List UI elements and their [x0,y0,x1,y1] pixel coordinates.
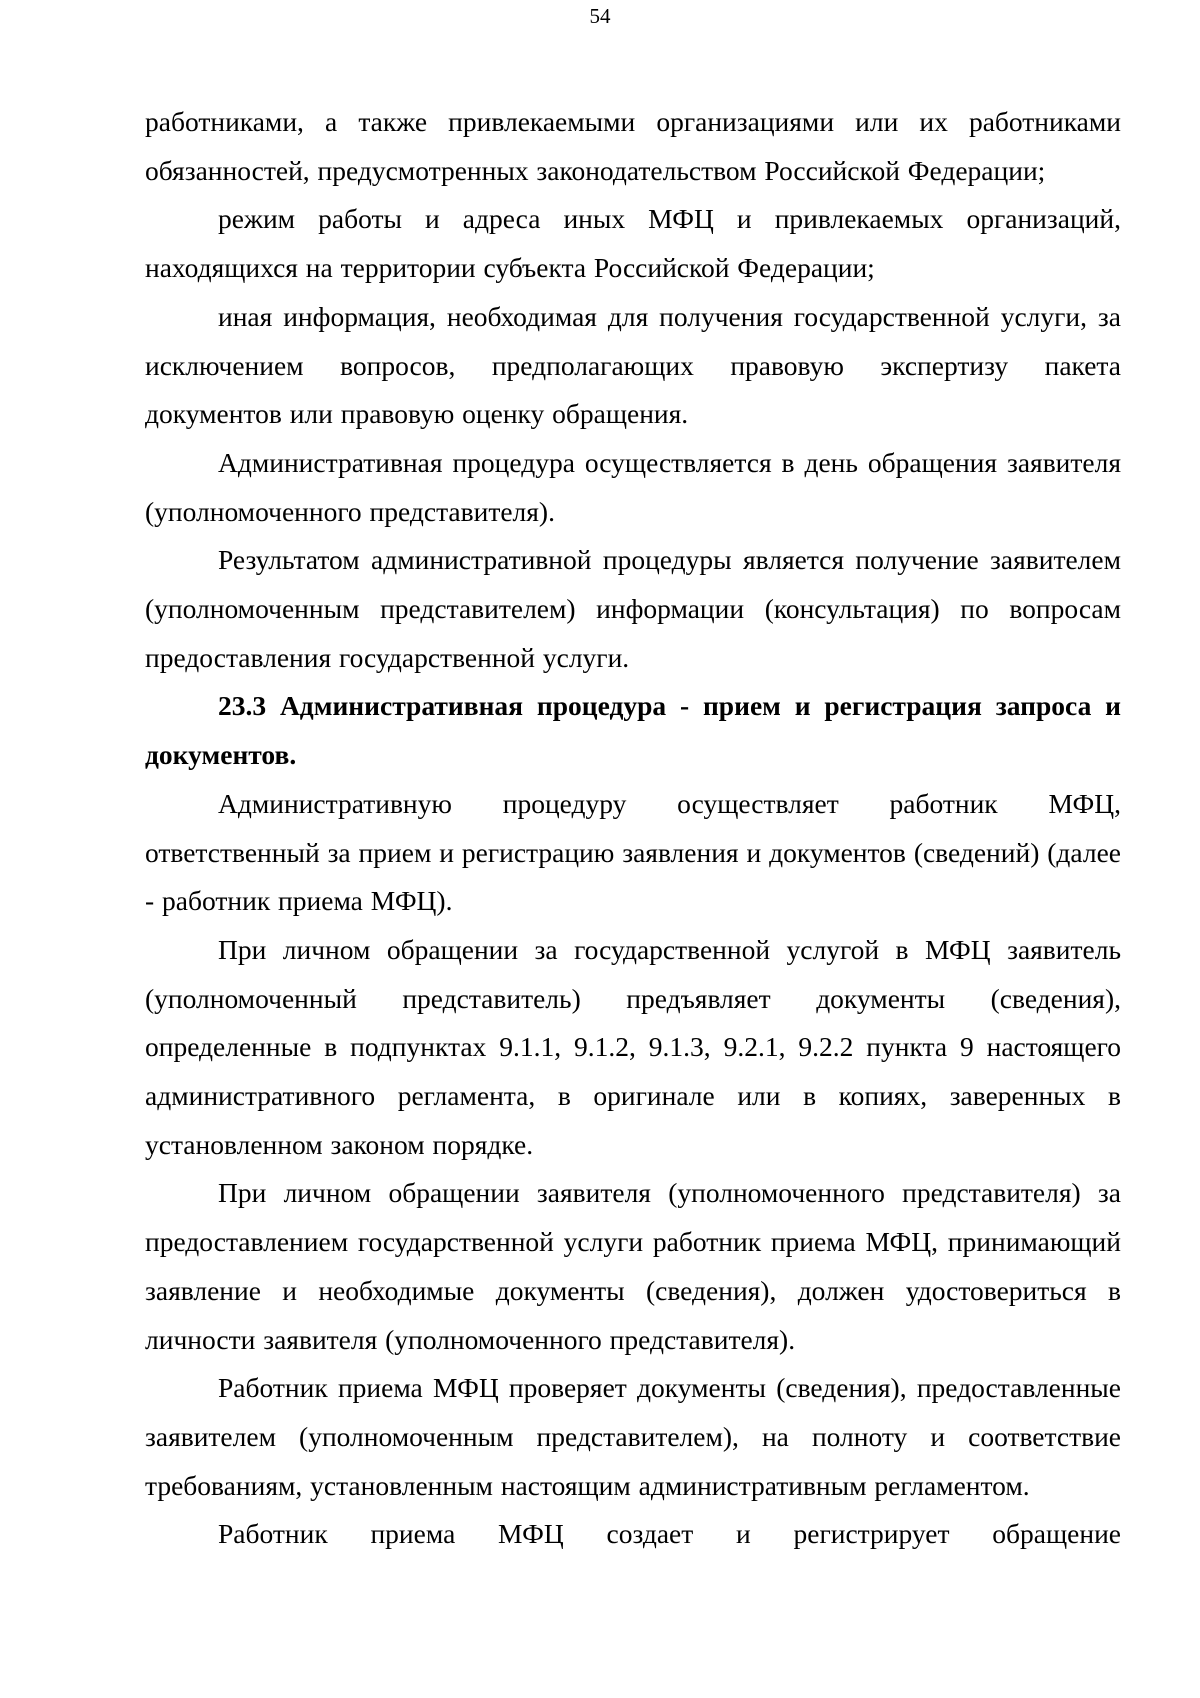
paragraph-continuation: работниками, а также привлекаемыми организациями или их работниками обязанностей, предусмотренных законодательством Российской Федерации; [145,106,1121,186]
paragraph-procedure-result: Результатом административной процедуры является получение заявителем (уполномоченным представителем) информации (консультация) по вопросам предоставления государственной услуги. [145,544,1121,673]
paragraph-procedure-timing: Административная процедура осуществляется в день обращения заявителя (уполномоченного представителя). [145,446,1121,527]
paragraph-identity-verification: При личном обращении заявителя (уполномоченного представителя) за предоставлением государственной услуги работник приема МФЦ, принимающий заявление и необходимые документы (сведения), должен удостовериться в личности заявителя (уполномоченного представителя). [145,1177,1121,1355]
paragraph-documents-check: Работник приема МФЦ проверяет документы (сведения), предоставленные заявителем (уполномоченным представителем), на полноту и соответствие требованиям, установленным настоящим административным регламентом. [145,1372,1121,1501]
paragraph-personal-appeal-documents: При личном обращении за государственной услугой в МФЦ заявитель (уполномоченный представитель) предъявляет документы (сведения), определенные в подпунктах 9.1.1, 9.1.2, 9.1.3, 9.2.1, 9.2.2 пункта 9 настоящего административного регламента, в оригинале или в копиях, заверенных в установленном законом порядке. [145,933,1121,1160]
paragraph-mfc-schedule: режим работы и адреса иных МФЦ и привлекаемых организаций, находящихся на территории субъекта Российской Федерации; [145,203,1121,284]
paragraph-other-information: иная информация, необходимая для получения государственной услуги, за исключением вопросов, предполагающих правовую экспертизу пакета документов или правовую оценку обращения. [145,300,1121,430]
section-heading-23-3: 23.3 Административная процедура - прием и регистрация запроса и документов. [145,690,1121,771]
paragraph-responsible-worker: Административную процедуру осуществляет работник МФЦ, ответственный за прием и регистрацию заявления и документов (сведений) (далее - работник приема МФЦ). [145,787,1121,917]
page-number: 54 [589,4,611,28]
document-body [145,98,1121,1559]
paragraph-registration: Работник приема МФЦ создает и регистрирует обращение [218,1518,1121,1550]
